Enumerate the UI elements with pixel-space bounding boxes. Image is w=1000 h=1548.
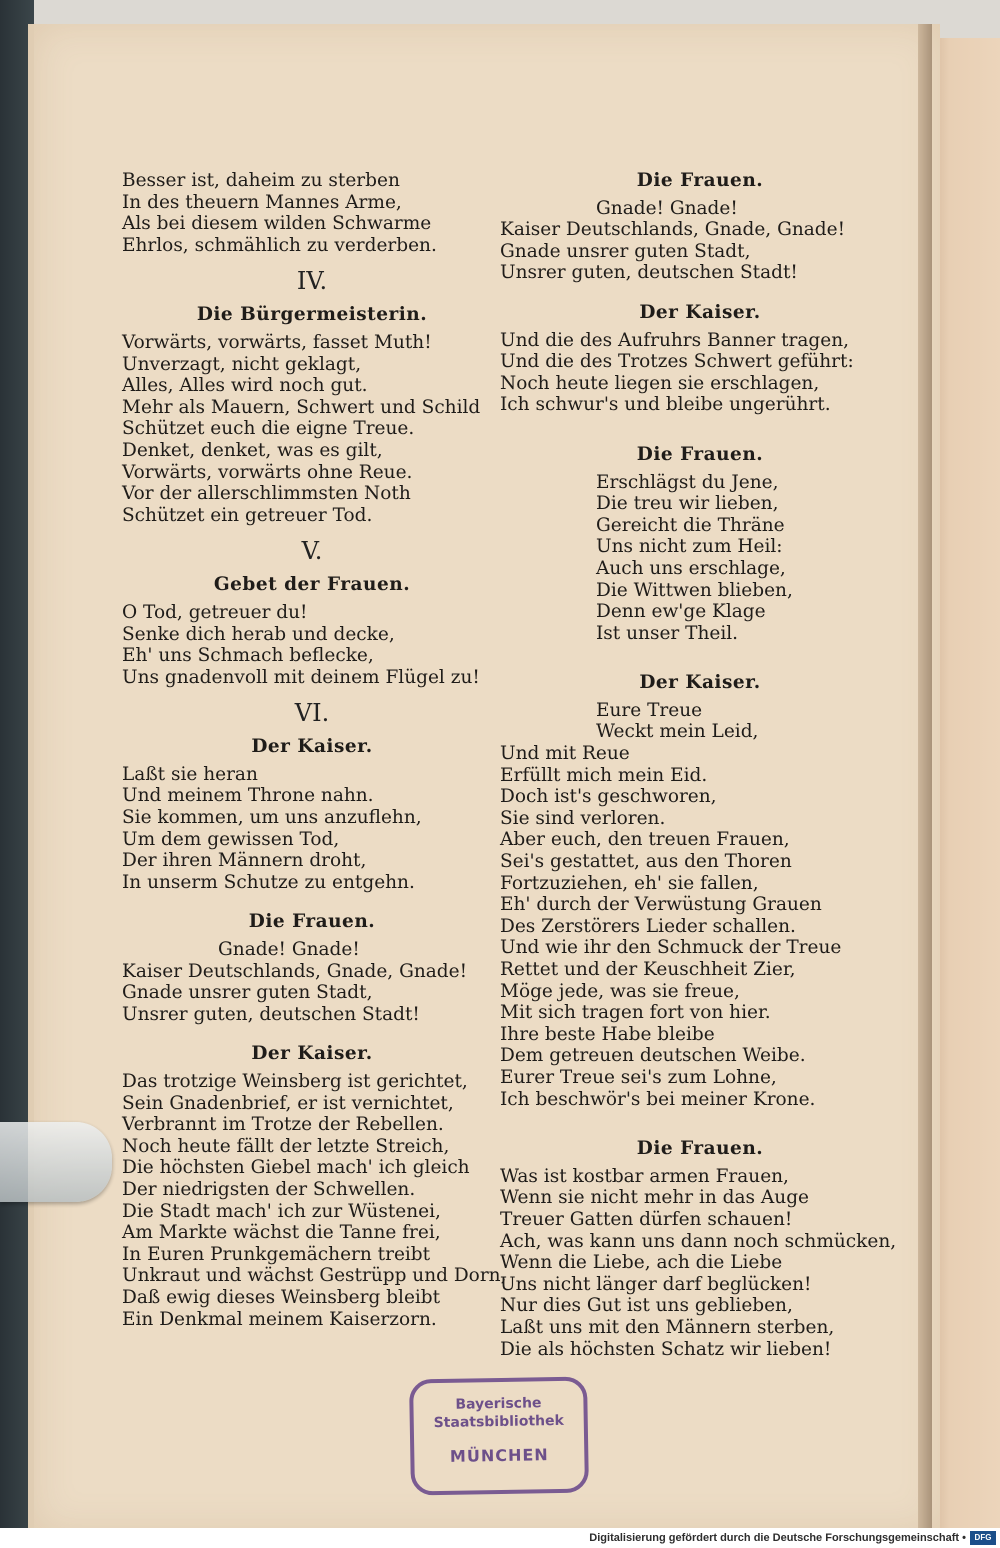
speaker-heading: Der Kaiser. <box>251 1043 373 1065</box>
verse-line: Vor der allerschlimmsten Noth <box>122 483 411 505</box>
verse-line: Ehrlos, schmählich zu verderben. <box>122 234 437 256</box>
verse-line: Nur dies Gut ist uns geblieben, <box>500 1295 793 1317</box>
verse-line: Laßt sie heran <box>122 763 258 785</box>
verse-line: Sie sind verloren. <box>500 807 666 829</box>
stamp-line: Bayerische <box>455 1395 542 1413</box>
verse-line: Verbrannt im Trotze der Rebellen. <box>122 1114 444 1136</box>
verse-line: Des Zerstörers Lieder schallen. <box>500 915 796 937</box>
verse-block <box>500 700 900 1110</box>
verse-line: In Euren Prunkgemächern treibt <box>122 1243 431 1265</box>
verse-line: Daß ewig dieses Weinsberg bleibt <box>122 1286 441 1308</box>
verse-line: Noch heute liegen sie erschlagen, <box>500 372 820 394</box>
verse-line: Unverzagt, nicht geklagt, <box>122 353 362 375</box>
right-column <box>500 170 900 1360</box>
verse-line: Rettet und der Keuschheit Zier, <box>500 959 796 980</box>
verse-line: Noch heute fällt der letzte Streich, <box>122 1135 450 1157</box>
verse-line: Treuer Gatten dürfen schauen! <box>500 1208 793 1230</box>
verse-line: Möge jede, was sie freue, <box>500 980 740 1002</box>
verse-line: Und meinem Throne nahn. <box>122 785 374 807</box>
verse-line: Ihre beste Habe bleibe <box>500 1023 715 1045</box>
verse-line: Uns nicht zum Heil: <box>596 536 783 558</box>
verse-line: Erfüllt mich mein Eid. <box>500 764 708 786</box>
verse-line: Dem getreuen deutschen Weibe. <box>500 1045 806 1067</box>
verse-line: Ich schwur's und bleibe ungerührt. <box>500 394 831 416</box>
verse-line: Wenn die Liebe, ach die Liebe <box>500 1252 783 1274</box>
verse-line: Der ihren Männern droht, <box>122 850 367 872</box>
digitization-footer <box>0 1528 1000 1548</box>
section-numeral-iv: IV. <box>296 267 328 296</box>
stanza-continued <box>122 170 502 256</box>
verse-line: Auch uns erschlage, <box>596 557 786 579</box>
verse-line: Die Wittwen blieben, <box>596 579 793 601</box>
section-numeral-v: V. <box>301 537 323 566</box>
verse-line: Aber euch, den treuen Frauen, <box>500 829 790 851</box>
verse-line: Doch ist's geschworen, <box>500 786 717 808</box>
verse-block <box>122 602 502 688</box>
verse-line: Und mit Reue <box>500 743 630 765</box>
page-clip <box>0 1122 112 1202</box>
verse-line: Die treu wir lieben, <box>596 493 779 515</box>
verse-line: Gereicht die Thräne <box>596 514 785 536</box>
verse-line: Laßt uns mit den Männern sterben, <box>500 1316 835 1338</box>
speaker-heading: Die Frauen. <box>636 1138 764 1160</box>
speaker-heading: Die Bürgermeisterin. <box>196 304 428 326</box>
verse-line: Senke dich herab und decke, <box>122 623 395 645</box>
library-stamp <box>409 1376 589 1495</box>
verse-line: Erschlägst du Jene, <box>596 471 779 493</box>
verse-line: Als bei diesem wilden Schwarme <box>122 213 432 235</box>
verse-line: Die höchsten Giebel mach' ich gleich <box>122 1157 470 1179</box>
verse-line: Mit sich tragen fort von hier. <box>500 1002 771 1024</box>
verse-line: Denn ew'ge Klage <box>596 601 766 623</box>
verse-block <box>500 198 900 284</box>
left-column <box>122 170 507 1330</box>
verse-line: Gnade! Gnade! <box>218 939 360 961</box>
verse-line: Vorwärts, vorwärts ohne Reue. <box>122 461 413 483</box>
verse-line: In des theuern Mannes Arme, <box>122 191 402 213</box>
verse-line: Eure Treue <box>596 699 703 721</box>
verse-line: Denket, denket, was es gilt, <box>122 439 383 461</box>
verse-line: Und die des Aufruhrs Banner tragen, <box>500 329 850 351</box>
footer-credit: Digitalisierung gefördert durch die Deutsche Forschungsgemeinschaft • <box>589 1532 966 1544</box>
stamp-line: MÜNCHEN <box>449 1445 549 1466</box>
verse-line: Und wie ihr den Schmuck der Treue <box>500 937 842 959</box>
verse-line: Gnade unsrer guten Stadt, <box>500 240 751 262</box>
verse-line: Wenn sie nicht mehr in das Auge <box>500 1187 809 1209</box>
verse-line: Ich beschwör's bei meiner Krone. <box>500 1088 816 1110</box>
dfg-logo-icon: DFG <box>970 1531 996 1545</box>
verse-line: Ach, was kann uns dann noch schmücken, <box>500 1230 897 1252</box>
verse-line: Vorwärts, vorwärts, fasset Muth! <box>122 331 432 353</box>
verse-line: Gnade! Gnade! <box>596 197 738 219</box>
verse-line: Eurer Treue sei's zum Lohne, <box>500 1066 777 1088</box>
verse-block <box>500 472 900 645</box>
verse-line: Was ist kostbar armen Frauen, <box>500 1165 789 1187</box>
speaker-heading: Die Frauen. <box>636 443 764 465</box>
verse-line: Unsrer guten, deutschen Stadt! <box>122 1003 420 1025</box>
verse-line: Sei's gestattet, aus den Thoren <box>500 851 792 873</box>
verse-line: Ein Denkmal meinem Kaiserzorn. <box>122 1308 437 1330</box>
verse-line: Weckt mein Leid, <box>596 721 759 743</box>
verse-line: Unsrer guten, deutschen Stadt! <box>500 262 798 284</box>
section-numeral-vi: VI. <box>294 699 330 728</box>
verse-line: Gnade unsrer guten Stadt, <box>122 982 373 1004</box>
verse-line: Der niedrigsten der Schwellen. <box>122 1178 416 1200</box>
verse-block <box>122 1071 507 1330</box>
speaker-heading: Gebet der Frauen. <box>213 574 411 596</box>
verse-line: Alles, Alles wird noch gut. <box>122 375 368 397</box>
verse-line: Eh' durch der Verwüstung Grauen <box>500 894 822 916</box>
verse-line: Schützet ein getreuer Tod. <box>122 504 373 526</box>
verse-line: Besser ist, daheim zu sterben <box>122 170 400 191</box>
verse-line: Das trotzige Weinsberg ist gerichtet, <box>122 1071 468 1092</box>
stamp-line: Staatsbibliothek <box>433 1412 564 1432</box>
verse-line: Am Markte wächst die Tanne frei, <box>122 1222 441 1244</box>
verse-block <box>122 332 502 526</box>
page-gutter <box>918 24 932 1532</box>
speaker-heading: Die Frauen. <box>636 170 764 191</box>
verse-line: Kaiser Deutschlands, Gnade, Gnade! <box>122 960 468 982</box>
verse-block <box>500 330 900 416</box>
verse-line: Um dem gewissen Tod, <box>122 828 340 850</box>
verse-line: Die Stadt mach' ich zur Wüstenei, <box>122 1200 441 1222</box>
verse-line: Und die des Trotzes Schwert geführt: <box>500 351 854 373</box>
verse-line: Uns gnadenvoll mit deinem Flügel zu! <box>122 666 480 688</box>
verse-line: Eh' uns Schmach beflecke, <box>122 645 374 667</box>
speaker-heading: Der Kaiser. <box>639 672 761 694</box>
verse-block <box>122 764 502 894</box>
speaker-heading: Der Kaiser. <box>251 736 373 758</box>
verse-block <box>500 1166 900 1360</box>
verse-line: O Tod, getreuer du! <box>122 601 308 623</box>
verse-line: Unkraut und wächst Gestrüpp und Dorn, <box>122 1265 507 1287</box>
verse-line: Kaiser Deutschlands, Gnade, Gnade! <box>500 219 846 241</box>
verse-line: Schützet euch die eigne Treue. <box>122 418 415 440</box>
verse-line: Sie kommen, um uns anzuflehn, <box>122 807 422 829</box>
speaker-heading: Die Frauen. <box>248 911 376 933</box>
verse-line: Die als höchsten Schatz wir lieben! <box>500 1338 832 1360</box>
verse-line: Sein Gnadenbrief, er ist vernichtet, <box>122 1092 454 1114</box>
verse-line: Fortzuziehen, eh' sie fallen, <box>500 872 759 894</box>
verse-line: In unserm Schutze zu entgehn. <box>122 871 415 893</box>
verse-line: Uns nicht länger darf beglücken! <box>500 1273 812 1295</box>
verse-line: Ist unser Theil. <box>596 622 739 644</box>
verse-line: Mehr als Mauern, Schwert und Schild <box>122 396 481 418</box>
speaker-heading: Der Kaiser. <box>639 301 761 323</box>
verse-block <box>122 939 502 1025</box>
